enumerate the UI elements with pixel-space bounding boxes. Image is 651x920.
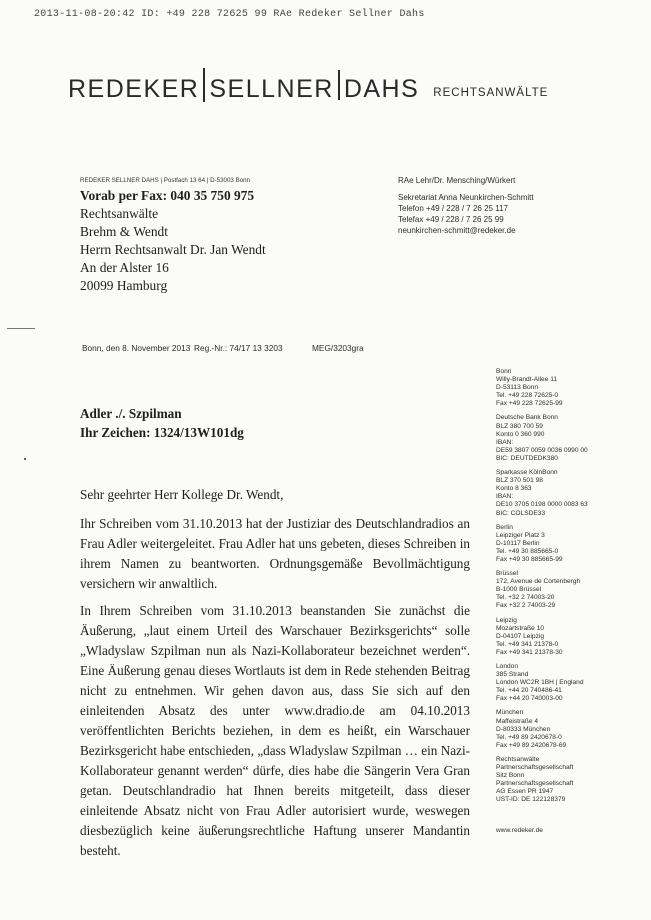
lawyer-names: RAe Lehr/Dr. Mensching/Würkert <box>398 176 516 185</box>
sidebar-line: UST-ID: DE 122128379 <box>496 796 566 804</box>
sidebar-line: München <box>496 709 524 717</box>
sidebar-legal-info <box>496 756 588 805</box>
recipient-line: Rechtsanwälte <box>80 206 159 221</box>
contact-line: Telefon +49 / 228 / 7 26 25 117 <box>398 204 508 213</box>
subject-parties: Adler ./. Szpilman <box>80 406 182 421</box>
office-sidebar <box>496 368 588 835</box>
sidebar-line: B-1000 Brüssel <box>496 586 542 594</box>
logo-sellner: SELLNER <box>209 75 334 103</box>
sidebar-office-berlin <box>496 524 588 564</box>
sidebar-line: D-04107 Leipzig <box>496 632 545 640</box>
sidebar-line: DE59 3807 0059 0036 0990 00 <box>496 446 588 454</box>
sidebar-line: Leipzig <box>496 616 517 624</box>
sidebar-line: Tel. +49 228 72625-0 <box>496 392 559 400</box>
logo-redeker: REDEKER <box>68 75 200 103</box>
sidebar-line: Tel. +49 30 885665-0 <box>496 547 559 555</box>
sidebar-line: Fax +49 89 2420678-69 <box>496 741 567 749</box>
logo-separator <box>203 68 205 102</box>
sidebar-line: Willy-Brandt-Allee 11 <box>496 376 558 384</box>
sidebar-line: Rechtsanwälte <box>496 755 540 763</box>
sidebar-office-leipzig <box>496 617 588 657</box>
recipient-line: Herrn Rechtsanwalt Dr. Jan Wendt <box>80 242 266 257</box>
sidebar-line: Konto 8 363 <box>496 485 532 493</box>
sidebar-line: Maffeistraße 4 <box>496 717 539 725</box>
sidebar-line: Brüssel <box>496 570 518 578</box>
date-reference-line <box>82 343 364 353</box>
sidebar-line: Fax +32 2 74003-29 <box>496 602 556 610</box>
recipient-line: 20099 Hamburg <box>80 278 168 293</box>
sidebar-office-london <box>496 663 588 703</box>
sidebar-line: Tel. +49 341 21378-0 <box>496 640 559 648</box>
sidebar-line: Fax +49 228 72625-99 <box>496 400 563 408</box>
body-paragraph: In Ihrem Schreiben vom 31.10.2013 beanstanden Sie zunächst die Äußerung, „laut einem Urteil des Warschauer Bezirksgerichts“ solle „Wladyslaw Szpilman nun als Nazi-Kollaborateur bezeichnet werden“. Eine Äußerung genau dieses Wortlauts ist dem in Rede stehenden Beitrag nicht zu entnehmen. Wir gehen davon aus, dass Sie sich auf den einleitenden Absatz des unter www.dradio.de am 04.10.2013 veröffentlichten Berichts beziehen, in dem es heißt, ein Warschauer Bezirksgericht habe entschieden, „dass Wladyslaw Szpilman … ein Nazi-Kollaborateur genannt werden“ dürfe, dies habe die Sängerin Vera Gran getan. Deutschlandradio hat Ihnen bereits mitgeteilt, dass dieser einleitende Absatz nicht von Frau Adler autorisiert wurde, weswegen diesbezüglich keine äußerungsrechtliche Haftung unserer Mandantin besteht. <box>80 603 470 858</box>
sidebar-line: D-10117 Berlin <box>496 539 540 547</box>
sidebar-line: Konto 0 360 990 <box>496 430 545 438</box>
sidebar-line: Sparkasse KölnBonn <box>496 469 558 477</box>
letter-date: Bonn, den 8. November 2013 <box>82 343 191 353</box>
recipient-line: Brehm & Wendt <box>80 224 168 239</box>
sidebar-line: Partnerschaftsgesellschaft <box>496 780 574 788</box>
sidebar-line: Fax +44 20 740003-00 <box>496 695 563 703</box>
sidebar-line: BLZ 370 501 98 <box>496 477 543 485</box>
sidebar-line: Tel. +32 2 74003-20 <box>496 594 555 602</box>
sidebar-line: 385 Strand <box>496 671 529 679</box>
recipient-block <box>80 187 266 295</box>
sidebar-line: Berlin <box>496 523 513 531</box>
sidebar-line: London <box>496 663 519 670</box>
contact-line: Sekretariat Anna Neunkirchen-Schmitt <box>398 193 534 202</box>
sidebar-line: Fax +49 30 885665-99 <box>496 555 563 563</box>
recipient-line: An der Alster 16 <box>80 260 169 275</box>
sidebar-line: Leipziger Platz 3 <box>496 531 545 539</box>
sender-address-line: REDEKER SELLNER DAHS | Postfach 13 64 | D-53003 Bonn <box>80 177 251 184</box>
sidebar-line: D-53113 Bonn <box>496 384 539 392</box>
contact-line: Telefax +49 / 228 / 7 26 25 99 <box>398 215 504 224</box>
registry-number: Reg.-Nr.: 74/17 13 3203 <box>194 343 283 353</box>
subject-block <box>80 404 244 442</box>
sidebar-office-bonn <box>496 368 588 408</box>
body-paragraph: Ihr Schreiben vom 31.10.2013 hat der Justiziar des Deutschlandradios an Frau Adler weitergeleitet. Frau Adler hat uns gebeten, dieses Schreiben in ihrem Namen zu beantworten. Ordnungsgemäße Bevollmächtigung versichern wir anwaltlich. <box>80 516 470 591</box>
logo-dahs: DAHS <box>343 75 420 103</box>
subject-reference: Ihr Zeichen: 1324/13W101dg <box>80 425 244 440</box>
fax-header: 2013-11-08-20:42 ID: +49 228 72625 99 RAe Redeker Sellner Dahs <box>34 9 425 20</box>
sidebar-line: Fax +49 341 21378-30 <box>496 648 563 656</box>
sidebar-line: 172, Avenue de Cortenbergh <box>496 578 581 586</box>
website-link[interactable]: www.redeker.de <box>496 826 543 834</box>
sidebar-line: London WC2R 1BH | England <box>496 679 584 687</box>
sidebar-line: AG Essen PR 1947 <box>496 788 554 796</box>
reference-code: MEG/3203gra <box>312 343 364 353</box>
sidebar-bank-deutsche-bank <box>496 414 588 463</box>
sidebar-line: Tel. +49 89 2420678-0 <box>496 733 562 741</box>
sidebar-line: IBAN: <box>496 493 514 501</box>
sidebar-line: BIC: COLSDE33 <box>496 509 546 517</box>
sidebar-office-bruessel <box>496 570 588 610</box>
logo-subtitle: RECHTSANWÄLTE <box>433 87 549 99</box>
sidebar-line: BIC: DEUTDEDK380 <box>496 454 558 462</box>
sidebar-line: Partnerschaftsgesellschaft <box>496 764 574 772</box>
fold-mark <box>7 328 35 329</box>
salutation: Sehr geehrter Herr Kollege Dr. Wendt, <box>80 487 284 502</box>
company-logo <box>68 64 548 102</box>
punch-mark <box>24 458 26 460</box>
sidebar-line: Bonn <box>496 368 512 375</box>
contact-block <box>398 175 534 236</box>
sidebar-line: Deutsche Bank Bonn <box>496 414 558 422</box>
sidebar-line: DE10 3705 0198 0000 0083 63 <box>496 501 588 509</box>
logo-separator <box>338 70 340 100</box>
sidebar-line: Mozartstraße 10 <box>496 624 545 632</box>
sidebar-line: IBAN: <box>496 438 514 446</box>
sidebar-bank-sparkasse <box>496 469 588 518</box>
contact-email: neunkirchen-schmitt@redeker.de <box>398 226 516 235</box>
fax-number: Vorab per Fax: 040 35 750 975 <box>80 188 255 203</box>
sidebar-line: Tel. +44 20 740486-41 <box>496 687 562 695</box>
sidebar-line: D-80333 München <box>496 725 551 733</box>
sidebar-office-muenchen <box>496 709 588 749</box>
sidebar-line: BLZ 380 700 59 <box>496 422 543 430</box>
sidebar-line: Sitz Bonn <box>496 772 525 780</box>
